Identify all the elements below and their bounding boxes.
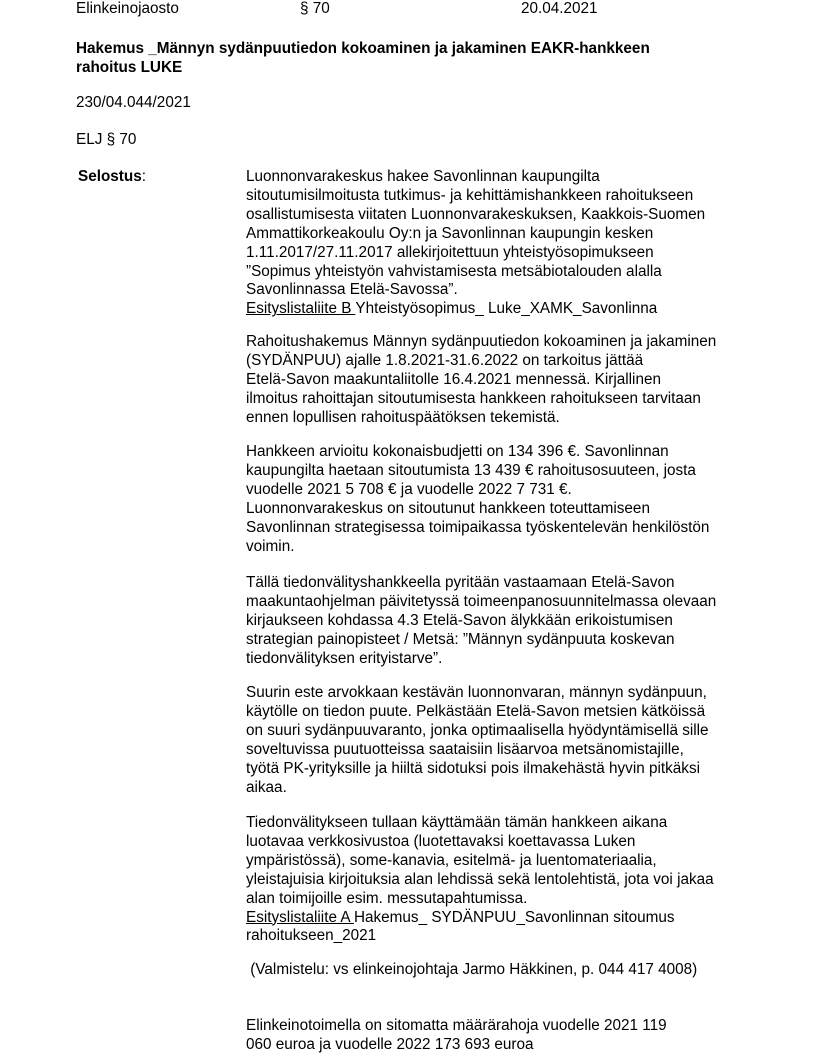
attachment-a-name: Hakemus_ SYDÄNPUU_Savonlinnan sitoumus (353, 908, 675, 926)
header-section: § 70 (300, 0, 330, 17)
text-line: työtä PK-yrityksille ja hiiltä sidotuksi pois ilmakehästä hyvin pitkäksi (246, 759, 700, 777)
case-number: 230/04.044/2021 (76, 94, 191, 111)
attachment-line (246, 909, 714, 928)
text-line: Luonnonvarakeskus on sitoutunut hankkeen toteuttamiseen (246, 499, 650, 517)
text-line: Savonlinnan strategisessa toimipaikassa työskentelevän henkilöstön (246, 518, 710, 536)
text-line: Hankkeen arvioitu kokonaisbudjetti on 134 396 €. Savonlinnan (246, 443, 669, 460)
paragraph-1 (246, 168, 705, 319)
attachment-a-link[interactable]: Esityslistaliite A (246, 908, 354, 926)
title-line: Hakemus _Männyn sydänpuutiedon kokoaminen ja jakaminen EAKR-hankkeen (76, 40, 650, 57)
paragraph-4 (246, 574, 716, 669)
paragraph-5 (246, 684, 709, 797)
header-org: Elinkeinojaosto (76, 0, 179, 17)
document-title (76, 40, 756, 78)
text-line: (SYDÄNPUU) ajalle 1.8.2021-31.6.2022 on tarkoitus jättää (246, 351, 644, 369)
paragraph-2 (246, 333, 716, 428)
text-line: aikaa. (246, 778, 287, 796)
text-line: sitoutumisilmoitusta tutkimus- ja kehittämishankkeen rahoitukseen (246, 186, 694, 204)
title-line: rahoitus LUKE (76, 58, 183, 76)
text-line: soveltuvissa puutuotteissa saataisiin lisäarvoa metsänomistajille, (246, 740, 684, 758)
text-line: ympäristössä), some-kanavia, esitelmä- ja luentomateriaalia, (246, 851, 657, 869)
text-line: Luonnonvarakeskus hakee Savonlinnan kaupungilta (246, 168, 600, 185)
paragraph-6 (246, 814, 714, 946)
text-line: Ammattikorkeakoulu Oy:n ja Savonlinnan kaupungin kesken (246, 224, 654, 242)
preparer-note (246, 961, 697, 980)
text-line: 1.11.2017/27.11.2017 allekirjoitettuun yhteistyösopimukseen (246, 243, 654, 261)
text-line: Elinkeinotoimella on sitomatta määrärahoja vuodelle 2021 119 (246, 1017, 667, 1034)
text-line: Tällä tiedonvälityshankkeella pyritään vastaamaan Etelä-Savon (246, 574, 675, 591)
text-line: alan toimijoille esim. messutapahtumissa. (246, 889, 528, 907)
text-line: käytölle on tiedon puute. Pelkästään Etelä-Savon metsien kätköissä (246, 702, 706, 720)
text-line: ”Sopimus yhteistyön vahvistamisesta metsäbiotalouden alalla (246, 262, 662, 280)
text-line: Tiedonvälitykseen tullaan käyttämään tämän hankkeen aikana (246, 814, 668, 831)
attachment-b-name: Yhteistyösopimus_ Luke_XAMK_Savonlinna (355, 300, 658, 318)
text-line: on suuri sydänpuuvaranto, jonka optimaalisella hyödyntämisellä sille (246, 721, 709, 739)
text-line: Etelä-Savon maakuntaliitolle 16.4.2021 mennessä. Kirjallinen (246, 370, 661, 388)
text-line: kaupungilta haetaan sitoutumista 13 439 € rahoitusosuuteen, josta (246, 461, 696, 479)
paragraph-3 (246, 443, 709, 556)
text-line: tiedonvälityksen erityistarve”. (246, 649, 443, 667)
text-line: Savonlinnassa Etelä-Savossa”. (246, 281, 458, 299)
header-date: 20.04.2021 (521, 0, 598, 17)
text-line: Suurin este arvokkaan kestävän luonnonvaran, männyn sydänpuun, (246, 684, 707, 701)
text-line: strategian painopisteet / Metsä: ”Männyn sydänpuuta koskevan (246, 630, 675, 648)
text-line: ilmoitus rahoittajan sitoutumisesta hankkeen rahoitukseen tarvitaan (246, 389, 701, 407)
text-line: maakuntaohjelman päivitetyssä toimeenpanosuunnitelmassa olevaan (246, 592, 717, 610)
text-line: kirjaukseen kohdassa 4.3 Etelä-Savon älykkään erikoistumisen (246, 611, 673, 629)
text-line: osallistumisesta viitaten Luonnonvarakeskuksen, Kaakkois-Suomen (246, 205, 706, 223)
text-line: Rahoitushakemus Männyn sydänpuutiedon kokoaminen ja jakaminen (246, 333, 717, 350)
reference: ELJ § 70 (76, 131, 137, 148)
text-line: luotavaa verkkosivustoa (luotettavaksi koettavassa Luken (246, 832, 636, 850)
text-line: yleistajuisia kirjoituksia alan lehdissä sekä lentolehtistä, jota voi jakaa (246, 870, 714, 888)
attachment-line-2: rahoitukseen_2021 (246, 927, 377, 945)
text-line: voimin. (246, 537, 295, 555)
text-line: 060 euroa ja vuodelle 2022 173 693 euroa (246, 1035, 534, 1053)
attachment-line (246, 300, 705, 319)
text-line: ennen lopullisen rahoituspäätöksen tekemistä. (246, 408, 560, 426)
attachment-b-link[interactable]: Esityslistaliite B (246, 300, 356, 318)
preparer-text: (Valmistelu: vs elinkeinojohtaja Jarmo Häkkinen, p. 044 417 4008) (246, 961, 698, 978)
text-line: vuodelle 2021 5 708 € ja vuodelle 2022 7 731 €. (246, 480, 572, 498)
funding-note (246, 1017, 667, 1055)
selostus-label: Selostus: (78, 168, 147, 185)
